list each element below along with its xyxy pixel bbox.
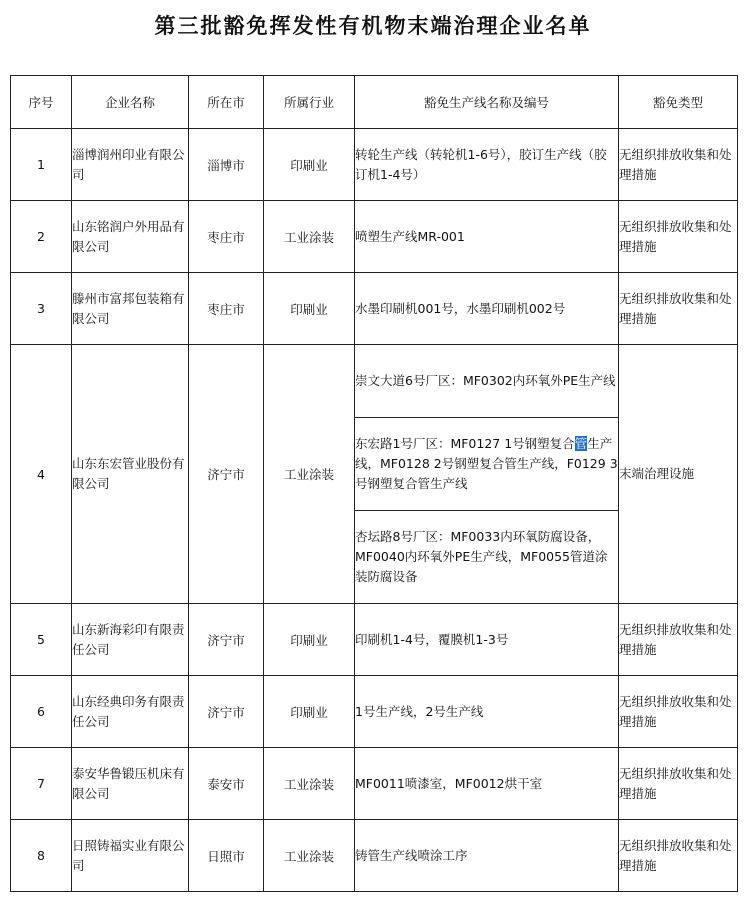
cell-lines-sub: 杏坛路8号厂区：MF0033内环氧防腐设备，MF0040内环氧外PE生产线，MF0055管道涂装防腐设备 [355, 511, 619, 604]
cell-city: 淄博市 [189, 129, 264, 201]
cell-city: 枣庄市 [189, 201, 264, 273]
cell-lines-sub: 崇文大道6号厂区：MF0302内环氧外PE生产线 [355, 345, 619, 418]
cell-type: 无组织排放收集和处理措施 [619, 273, 738, 345]
cell-lines: MF0011喷漆室，MF0012烘干室 [355, 748, 619, 820]
col-header-lines: 豁免生产线名称及编号 [355, 76, 619, 129]
table-row [11, 201, 738, 273]
cell-lines: 铸管生产线喷涂工序 [355, 820, 619, 892]
cell-name: 山东铭润户外用品有限公司 [72, 201, 189, 273]
cell-type: 无组织排放收集和处理措施 [619, 676, 738, 748]
cell-type: 无组织排放收集和处理措施 [619, 604, 738, 676]
cell-no: 7 [11, 748, 72, 820]
cell-lines: 水墨印刷机001号，水墨印刷机002号 [355, 273, 619, 345]
cell-city: 济宁市 [189, 676, 264, 748]
cell-industry: 工业涂装 [264, 820, 355, 892]
table-row [11, 820, 738, 892]
cell-name: 淄博润州印业有限公司 [72, 129, 189, 201]
cell-name: 山东东宏管业股份有限公司 [72, 345, 189, 604]
cell-no: 1 [11, 129, 72, 201]
col-header-city: 所在市 [189, 76, 264, 129]
col-header-name: 企业名称 [72, 76, 189, 129]
cell-industry: 印刷业 [264, 676, 355, 748]
cell-lines: 转轮生产线（转轮机1-6号），胶订生产线（胶订机1-4号） [355, 129, 619, 201]
table-row [11, 604, 738, 676]
cell-lines: 喷塑生产线MR-001 [355, 201, 619, 273]
cell-industry: 印刷业 [264, 604, 355, 676]
page-title: 第三批豁免挥发性有机物末端治理企业名单 [154, 13, 592, 38]
col-header-type: 豁免类型 [619, 76, 738, 129]
table-row [11, 676, 738, 748]
cell-lines-sub [355, 418, 619, 511]
lines-text: 生产线，MF0128 2号钢塑复合管生产线，F0129 3号钢塑复合管生产线 [355, 436, 618, 491]
cell-name: 山东新海彩印有限责任公司 [72, 604, 189, 676]
cell-industry: 工业涂装 [264, 748, 355, 820]
cell-name: 山东经典印务有限责任公司 [72, 676, 189, 748]
cell-no: 4 [11, 345, 72, 604]
cell-city: 枣庄市 [189, 273, 264, 345]
col-header-industry: 所属行业 [264, 76, 355, 129]
col-header-no: 序号 [11, 76, 72, 129]
cell-name: 日照铸福实业有限公司 [72, 820, 189, 892]
table-row [11, 748, 738, 820]
cell-type: 无组织排放收集和处理措施 [619, 820, 738, 892]
cell-type: 末端治理设施 [619, 345, 738, 604]
cell-name: 泰安华鲁锻压机床有限公司 [72, 748, 189, 820]
cell-no: 8 [11, 820, 72, 892]
cell-city: 济宁市 [189, 604, 264, 676]
enterprise-table [10, 75, 738, 892]
cell-no: 3 [11, 273, 72, 345]
cell-industry: 工业涂装 [264, 345, 355, 604]
cell-no: 6 [11, 676, 72, 748]
lines-text: 东宏路1号厂区：MF0127 1号钢塑复合 [355, 436, 575, 451]
cell-lines: 1号生产线，2号生产线 [355, 676, 619, 748]
cell-type: 无组织排放收集和处理措施 [619, 201, 738, 273]
table-row [11, 273, 738, 345]
cell-lines: 印刷机1-4号，覆膜机1-3号 [355, 604, 619, 676]
cell-industry: 印刷业 [264, 273, 355, 345]
cell-type: 无组织排放收集和处理措施 [619, 129, 738, 201]
table-row [11, 129, 738, 201]
cell-no: 2 [11, 201, 72, 273]
cell-name: 滕州市富邦包装箱有限公司 [72, 273, 189, 345]
cell-industry: 印刷业 [264, 129, 355, 201]
table-header-row [11, 76, 738, 129]
table-row [11, 345, 738, 418]
cell-city: 泰安市 [189, 748, 264, 820]
cell-industry: 工业涂装 [264, 201, 355, 273]
cell-city: 日照市 [189, 820, 264, 892]
selected-text-highlight: 管 [574, 436, 588, 451]
cell-city: 济宁市 [189, 345, 264, 604]
cell-type: 无组织排放收集和处理措施 [619, 748, 738, 820]
cell-no: 5 [11, 604, 72, 676]
